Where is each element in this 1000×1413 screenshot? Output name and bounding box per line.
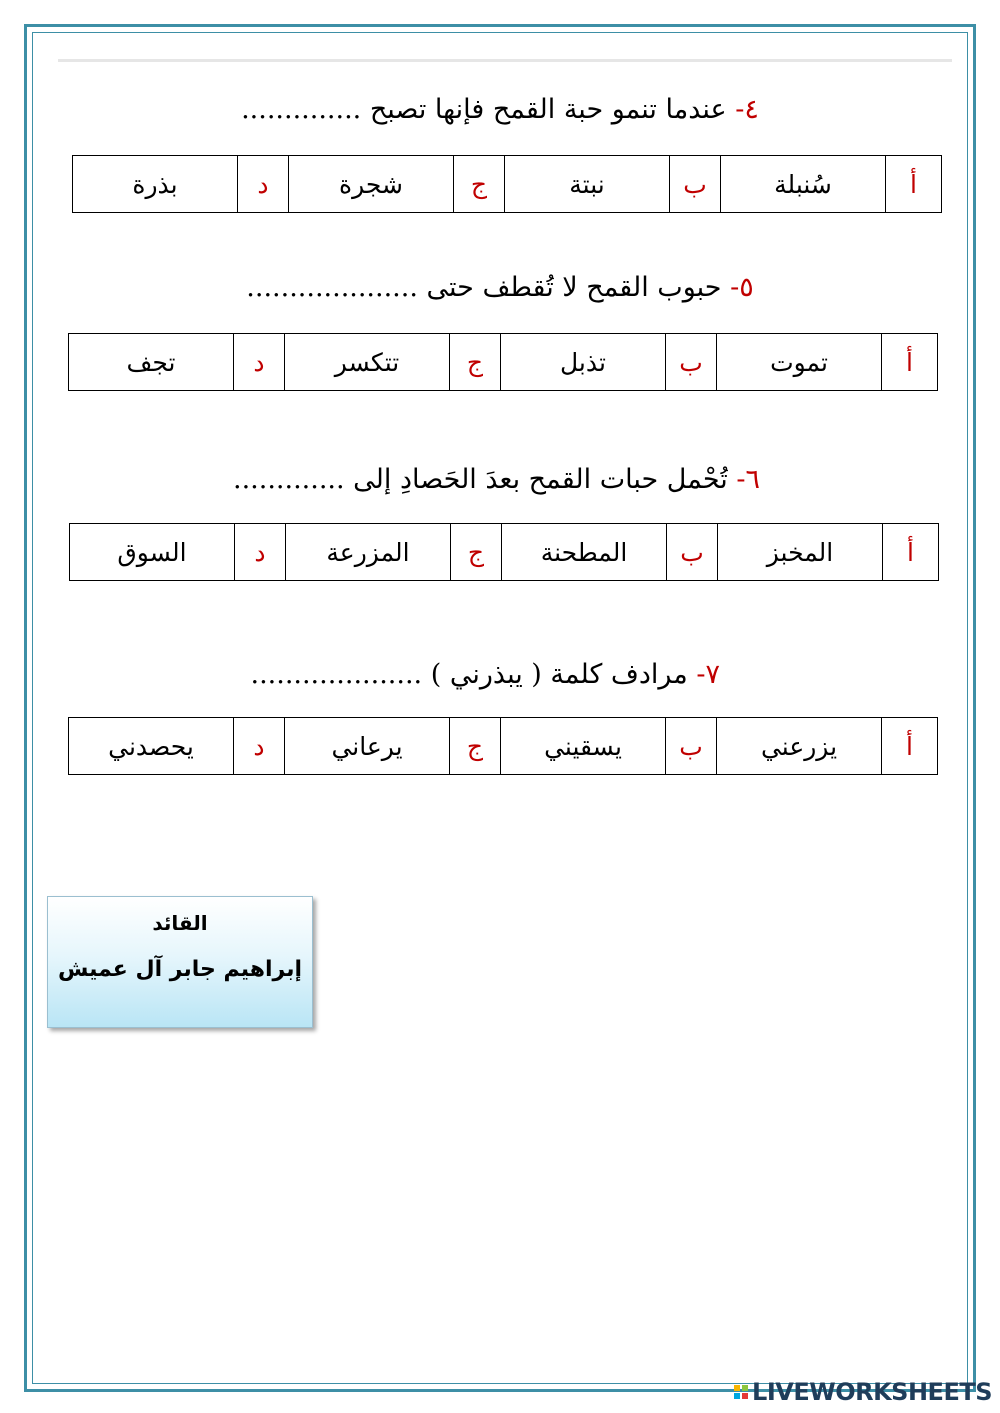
question-5-number: ٥- [730,272,754,303]
option-letter-c: ج [454,156,505,213]
option-b[interactable]: تذبل [501,334,666,391]
option-b[interactable]: يسقيني [501,718,666,775]
option-d[interactable]: يحصدني [69,718,234,775]
option-letter-c: ج [450,718,501,775]
option-letter-d: د [235,524,286,581]
question-7-number: ٧- [696,659,720,690]
question-5-options [68,333,938,391]
logo-square-red [742,1393,748,1399]
option-c[interactable]: تتكسر [285,334,450,391]
question-4-number: ٤- [735,94,759,125]
option-d[interactable]: السوق [70,524,235,581]
option-letter-a: أ [882,718,938,775]
option-letter-a: أ [882,334,938,391]
option-a[interactable]: يزرعني [717,718,882,775]
option-d[interactable]: تجف [69,334,234,391]
option-c[interactable]: شجرة [289,156,454,213]
question-4-text: عندما تنمو حبة القمح فإنها تصبح .............. [241,94,727,125]
question-7-options [68,717,938,775]
option-letter-d: د [238,156,289,213]
option-a[interactable]: سُنبلة [721,156,886,213]
logo-square-blue [734,1393,740,1399]
question-4 [240,94,760,125]
option-a[interactable]: تموت [717,334,882,391]
option-a[interactable]: المخبز [718,524,883,581]
option-b[interactable]: نبتة [505,156,670,213]
top-divider [58,59,952,62]
question-6 [233,464,760,495]
signature-box [47,896,313,1028]
liveworksheets-logo-icon [734,1385,748,1399]
liveworksheets-wordmark: LIVEWORKSHEETS [752,1378,992,1406]
question-7-text: مرادف كلمة ( يبذرني ) .................... [250,659,688,690]
option-letter-c: ج [451,524,502,581]
logo-square-yellow [734,1385,740,1391]
page-border-inner [32,32,968,1384]
question-5 [240,272,760,303]
question-5-text: حبوب القمح لا تُقطف حتى .................... [246,272,722,303]
option-b[interactable]: المطحنة [502,524,667,581]
option-c[interactable]: يرعاني [285,718,450,775]
option-letter-a: أ [883,524,939,581]
option-letter-b: ب [667,524,718,581]
question-7 [250,659,720,690]
question-6-number: ٦- [736,464,760,495]
option-letter-d: د [234,718,285,775]
question-4-options [72,155,942,213]
question-6-options [69,523,939,581]
option-letter-b: ب [666,334,717,391]
option-d[interactable]: بذرة [73,156,238,213]
option-letter-d: د [234,334,285,391]
option-letter-a: أ [886,156,942,213]
option-letter-c: ج [450,334,501,391]
logo-square-green [742,1385,748,1391]
question-6-text: تُحْمل حبات القمح بعدَ الحَصادِ إلى ............. [233,464,728,495]
option-letter-b: ب [670,156,721,213]
signature-name: إبراهيم جابر آل عميش [57,957,303,982]
signature-title: القائد [152,911,208,935]
option-c[interactable]: المزرعة [286,524,451,581]
option-letter-b: ب [666,718,717,775]
liveworksheets-brand [734,1377,992,1407]
